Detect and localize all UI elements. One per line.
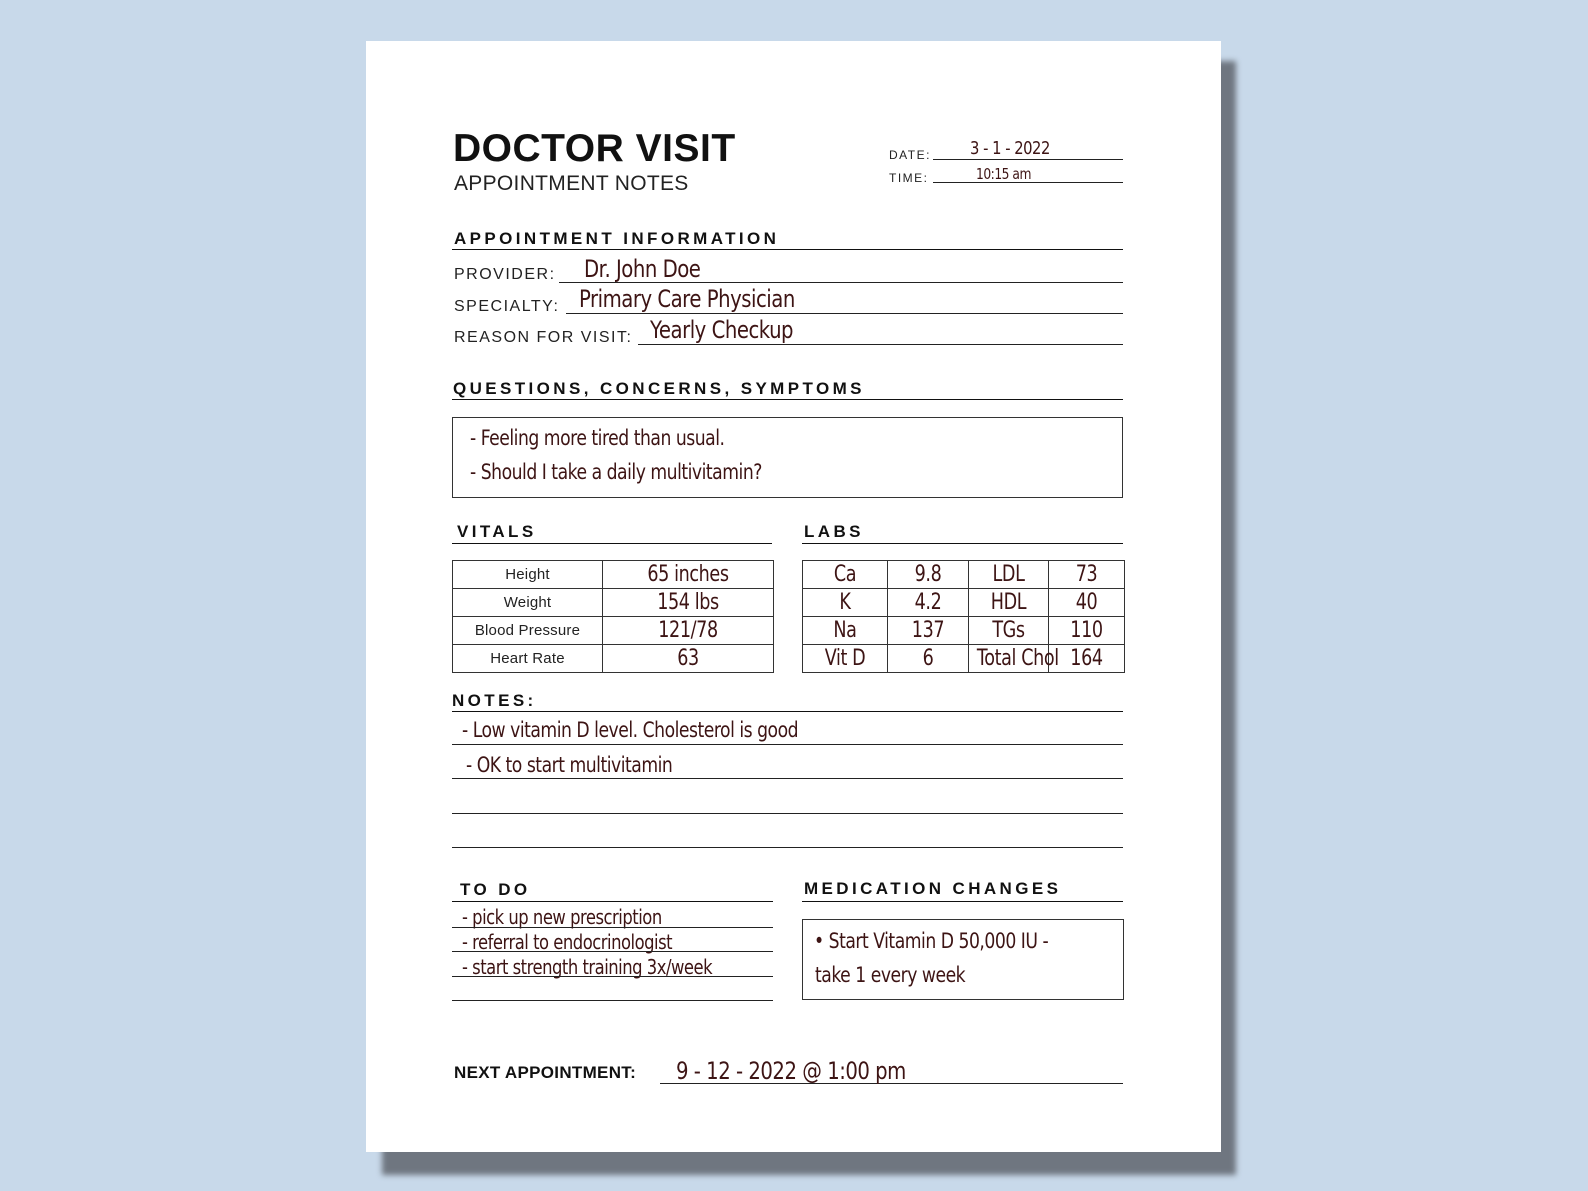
labs-cell[interactable] (803, 561, 888, 589)
questions-box[interactable] (452, 417, 1123, 498)
date-line (933, 159, 1123, 160)
labs-cell[interactable] (888, 645, 969, 673)
page-title: DOCTOR VISIT (453, 127, 736, 170)
specialty-line (566, 313, 1123, 314)
todo-rule (452, 901, 773, 902)
labs-cell[interactable] (1049, 589, 1125, 617)
labs-cell[interactable] (1049, 561, 1125, 589)
medication-line: take 1 every week (815, 963, 966, 987)
reason-label: REASON FOR VISIT: (454, 329, 633, 346)
vitals-value: 63 (677, 646, 699, 671)
labs-test-value: 40 (1075, 590, 1098, 615)
todo-item[interactable]: - start strength training 3x/week (462, 955, 713, 979)
vitals-rule (452, 543, 772, 544)
appointment-info-rule (452, 249, 1123, 250)
table-row (453, 589, 774, 617)
specialty-label: SPECIALTY: (454, 298, 560, 315)
labs-cell[interactable] (803, 617, 888, 645)
labs-test-value: 73 (1075, 562, 1098, 587)
medication-heading: MEDICATION CHANGES (804, 879, 1062, 898)
vitals-value: 121/78 (658, 618, 718, 643)
questions-rule (452, 399, 1123, 400)
labs-cell[interactable] (1049, 645, 1125, 673)
todo-item[interactable]: - referral to endocrinologist (462, 930, 673, 954)
notes-writing-line (452, 847, 1123, 848)
labs-test-value: 6 (922, 646, 934, 671)
appointment-info-heading: APPOINTMENT INFORMATION (454, 229, 780, 248)
table-row (803, 589, 1125, 617)
questions-heading: QUESTIONS, CONCERNS, SYMPTOMS (453, 379, 865, 398)
table-row (453, 561, 774, 589)
todo-writing-line (452, 951, 773, 952)
todo-writing-line (452, 976, 773, 977)
labs-cell[interactable] (969, 617, 1049, 645)
vitals-value-cell[interactable] (603, 589, 774, 617)
next-appointment-value[interactable]: 9 - 12 - 2022 @ 1:00 pm (676, 1057, 906, 1085)
labs-test-name: Vit D (824, 646, 866, 671)
labs-test-name: LDL (992, 562, 1025, 587)
labs-cell[interactable] (888, 561, 969, 589)
labs-test-value: 9.8 (914, 562, 942, 587)
medication-line: • Start Vitamin D 50,000 IU - (814, 929, 1049, 953)
document-page (366, 41, 1221, 1152)
todo-writing-line (452, 1000, 773, 1001)
table-row (453, 617, 774, 645)
labs-test-value: 110 (1070, 618, 1103, 643)
todo-item[interactable]: - pick up new prescription (462, 905, 662, 929)
table-row (803, 645, 1125, 673)
vitals-label: Weight (453, 589, 603, 617)
labs-cell[interactable] (803, 645, 888, 673)
labs-cell[interactable] (969, 561, 1049, 589)
table-row (803, 561, 1125, 589)
notes-line[interactable]: - OK to start multivitamin (466, 753, 673, 777)
vitals-heading: VITALS (457, 522, 537, 541)
page-subtitle: APPOINTMENT NOTES (454, 172, 689, 195)
reason-value[interactable]: Yearly Checkup (650, 316, 794, 344)
question-line: - Feeling more tired than usual. (470, 426, 725, 450)
labs-test-name: Na (833, 618, 857, 643)
notes-line[interactable]: - Low vitamin D level. Cholesterol is good (462, 718, 799, 742)
medication-box[interactable] (802, 919, 1124, 1000)
provider-label: PROVIDER: (454, 266, 556, 283)
reason-line (638, 344, 1123, 345)
date-label: DATE: (889, 148, 931, 162)
vitals-value-cell[interactable] (603, 645, 774, 673)
question-line: - Should I take a daily multivitamin? (470, 460, 762, 484)
specialty-value[interactable]: Primary Care Physician (579, 285, 795, 313)
table-row (453, 645, 774, 673)
table-row (803, 617, 1125, 645)
vitals-value: 65 inches (647, 562, 729, 587)
labs-test-value: 164 (1070, 646, 1103, 671)
labs-rule (802, 543, 1123, 544)
vitals-value-cell[interactable] (603, 617, 774, 645)
labs-test-name: Total Chol (976, 646, 1059, 671)
vitals-value: 154 lbs (657, 590, 719, 615)
labs-cell[interactable] (1049, 617, 1125, 645)
notes-heading: NOTES: (452, 691, 537, 710)
labs-test-name: HDL (990, 590, 1027, 615)
labs-test-name: K (839, 590, 851, 615)
time-label: TIME: (889, 171, 929, 185)
vitals-label: Height (453, 561, 603, 589)
labs-test-value: 4.2 (914, 590, 942, 615)
labs-test-name: Ca (833, 562, 857, 587)
vitals-table (452, 560, 774, 673)
labs-test-name: TGs (992, 618, 1025, 643)
todo-heading: TO DO (460, 880, 531, 899)
vitals-label: Heart Rate (453, 645, 603, 673)
provider-value[interactable]: Dr. John Doe (584, 255, 701, 283)
date-value[interactable]: 3 - 1 - 2022 (970, 138, 1050, 159)
vitals-label: Blood Pressure (453, 617, 603, 645)
notes-rule (452, 711, 1123, 712)
vitals-value-cell[interactable] (603, 561, 774, 589)
notes-writing-line (452, 778, 1123, 779)
notes-writing-line (452, 744, 1123, 745)
labs-cell[interactable] (969, 589, 1049, 617)
labs-cell[interactable] (888, 589, 969, 617)
labs-cell[interactable] (969, 645, 1059, 673)
notes-writing-line (452, 813, 1123, 814)
labs-cell[interactable] (803, 589, 888, 617)
next-appointment-label: NEXT APPOINTMENT: (454, 1063, 637, 1082)
labs-test-value: 137 (911, 618, 945, 643)
labs-cell[interactable] (888, 617, 969, 645)
medication-rule (802, 901, 1123, 902)
labs-table (802, 560, 1125, 673)
todo-writing-line (452, 927, 773, 928)
labs-heading: LABS (804, 522, 864, 541)
time-value[interactable]: 10:15 am (976, 165, 1031, 183)
